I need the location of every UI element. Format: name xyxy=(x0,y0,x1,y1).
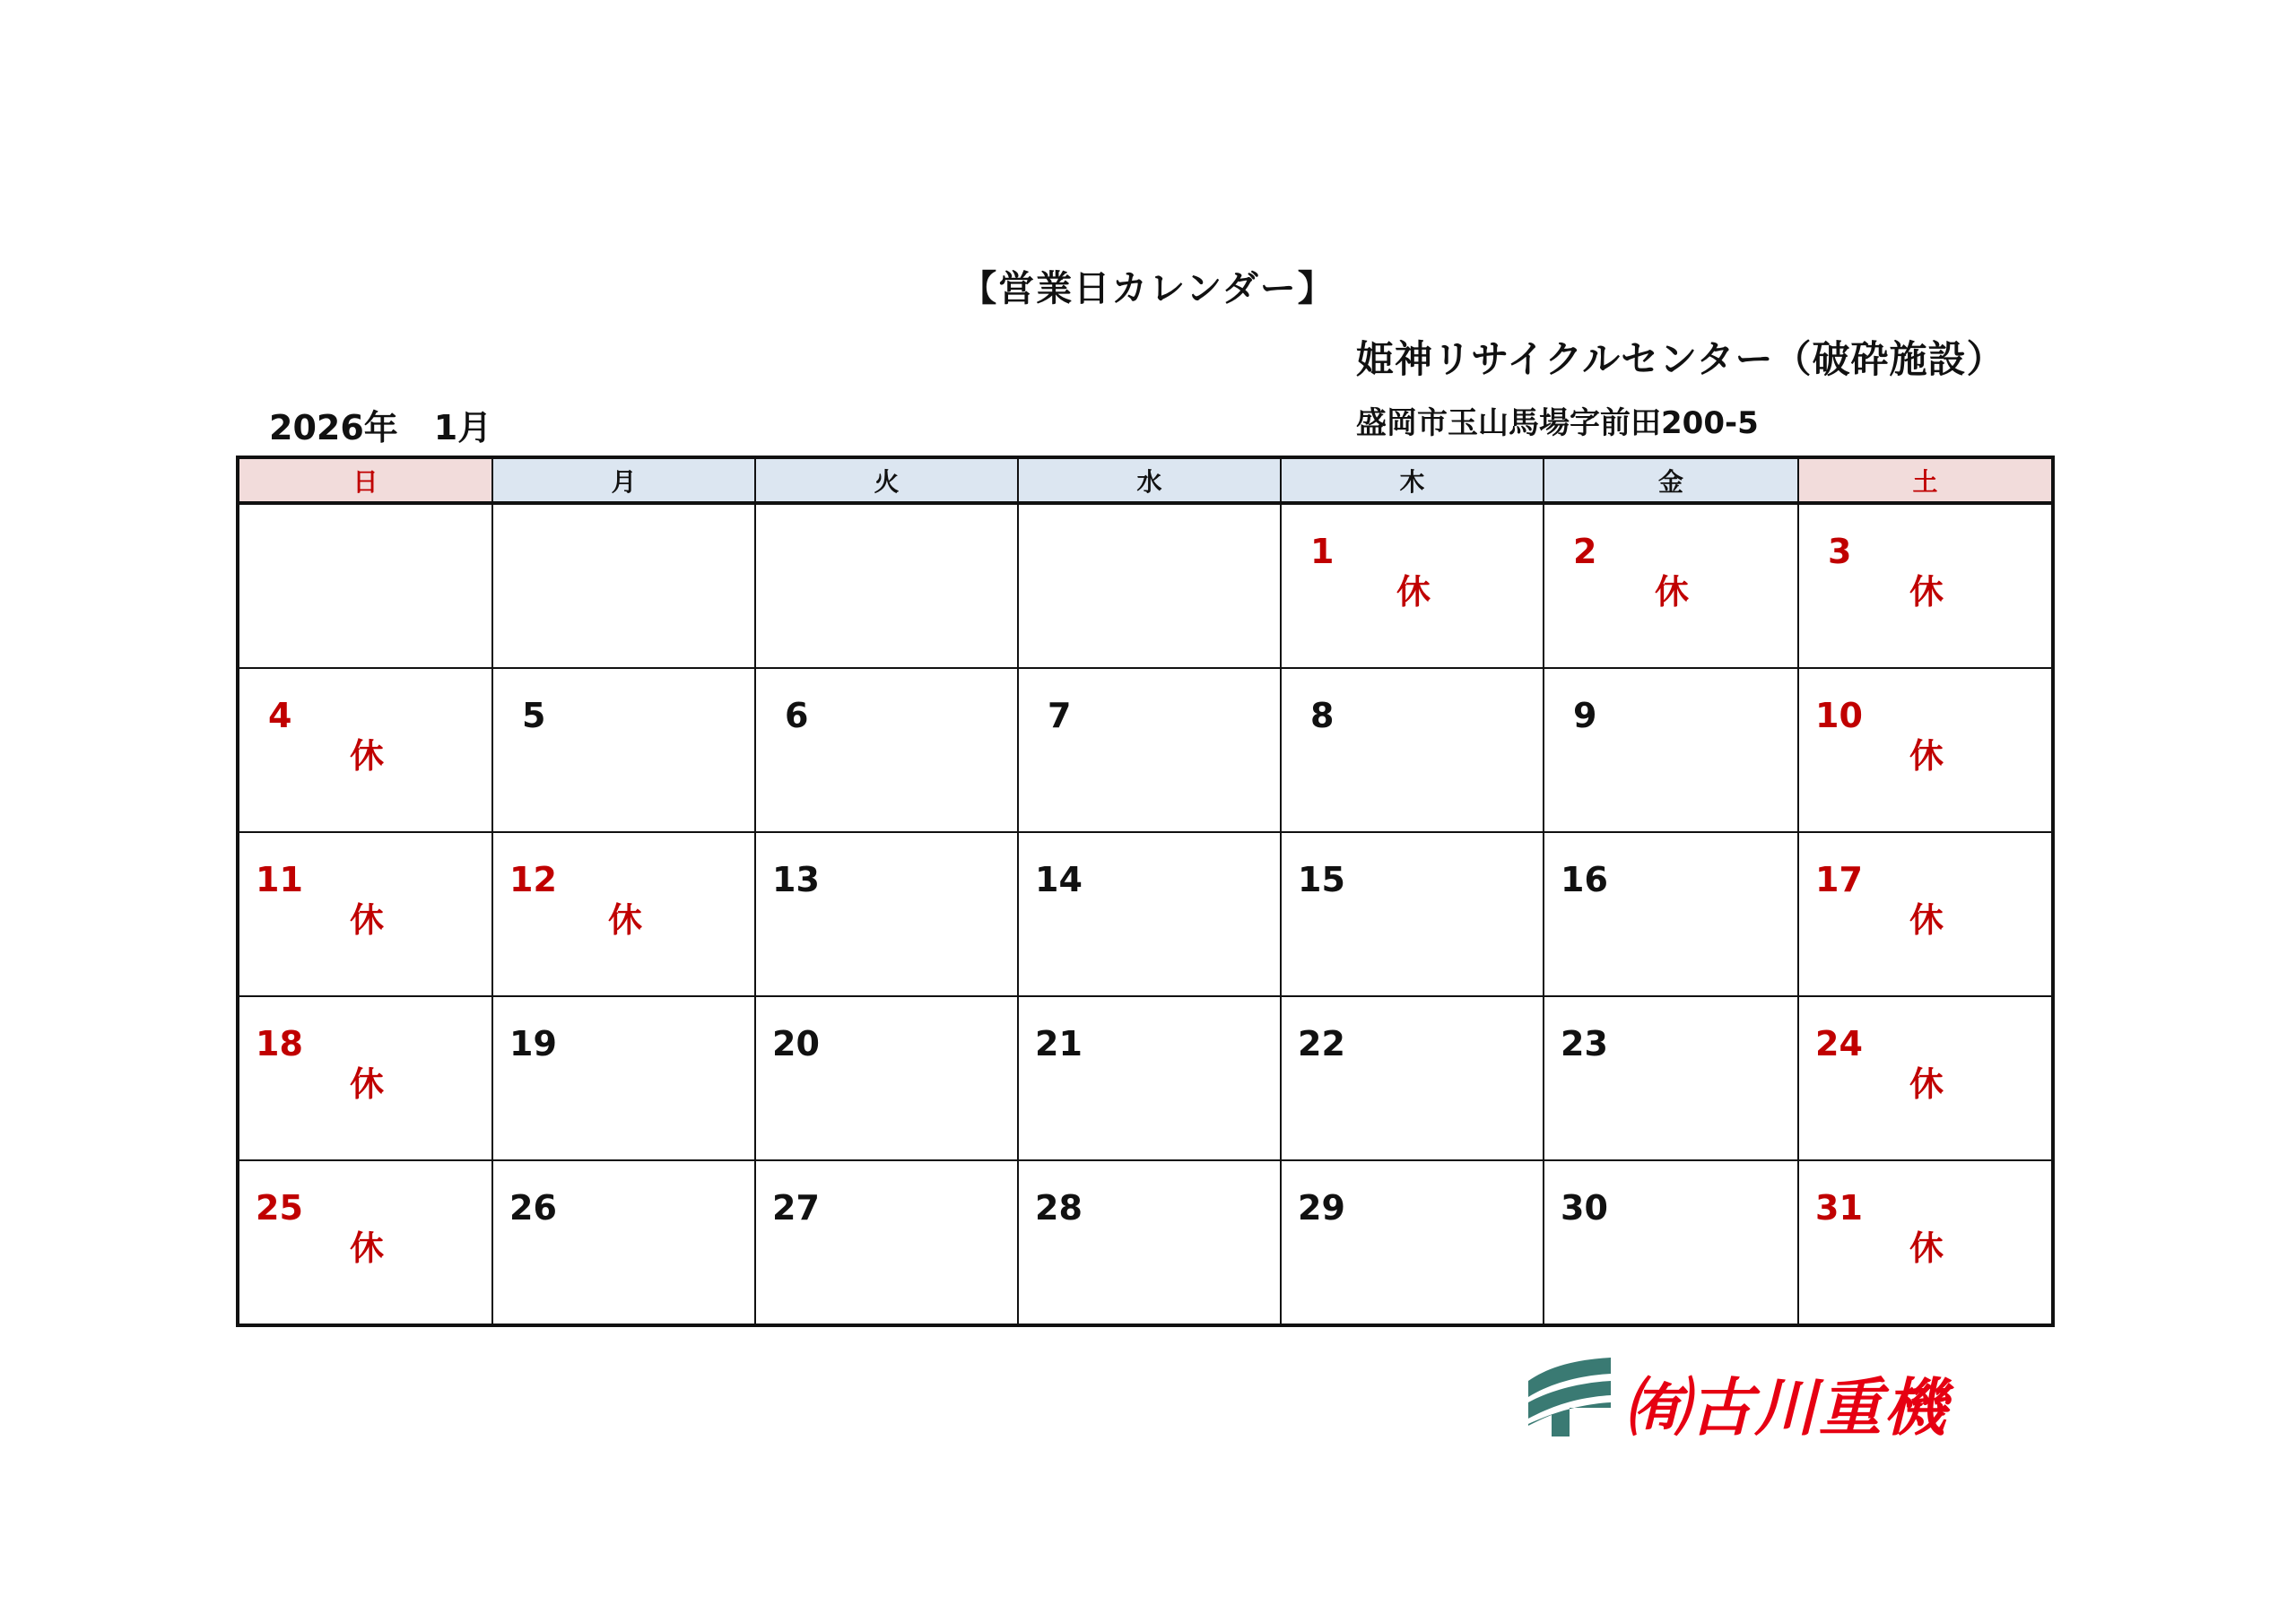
day-cell xyxy=(1798,832,2053,996)
day-number: 16 xyxy=(1561,860,1608,899)
day-cell xyxy=(238,996,492,1160)
year-month xyxy=(269,400,491,449)
day-cell xyxy=(1798,503,2053,668)
day-number: 1 xyxy=(1310,532,1335,571)
holiday-mark: 休 xyxy=(1909,1228,1944,1268)
holiday-mark: 休 xyxy=(608,900,643,940)
empty-day-cell xyxy=(492,503,755,668)
day-cell xyxy=(238,832,492,996)
day-number: 14 xyxy=(1035,860,1083,899)
week-row xyxy=(238,1160,2053,1325)
day-cell xyxy=(1798,668,2053,832)
day-cell xyxy=(1018,668,1281,832)
holiday-mark: 休 xyxy=(1655,572,1690,612)
day-cell xyxy=(238,1160,492,1325)
day-number: 30 xyxy=(1561,1188,1608,1228)
day-cell xyxy=(755,832,1018,996)
day-cell xyxy=(1544,668,1798,832)
day-number: 8 xyxy=(1310,696,1335,735)
weekday-header: 月 xyxy=(492,457,755,503)
day-cell xyxy=(1281,832,1544,996)
week-row xyxy=(238,996,2053,1160)
day-number: 27 xyxy=(772,1188,820,1228)
empty-day-cell xyxy=(238,503,492,668)
furukawa-logo-mark-icon xyxy=(1525,1354,1614,1440)
calendar-title: 【営業日カレンダー】 xyxy=(961,268,1335,309)
day-number: 23 xyxy=(1561,1024,1608,1063)
company-name: ㈲古川重機 xyxy=(1625,1371,1948,1445)
day-cell xyxy=(1281,668,1544,832)
day-cell xyxy=(1544,832,1798,996)
empty-day-cell xyxy=(1018,503,1281,668)
day-number: 22 xyxy=(1298,1024,1345,1063)
day-cell xyxy=(492,996,755,1160)
holiday-mark: 休 xyxy=(1909,1064,1944,1104)
day-cell xyxy=(492,668,755,832)
empty-day-cell xyxy=(755,503,1018,668)
day-number: 31 xyxy=(1815,1188,1863,1228)
weekday-header: 木 xyxy=(1281,457,1544,503)
day-cell xyxy=(1544,996,1798,1160)
holiday-mark: 休 xyxy=(1909,900,1944,940)
day-cell xyxy=(1018,1160,1281,1325)
week-row xyxy=(238,668,2053,832)
day-number: 13 xyxy=(772,860,820,899)
holiday-mark: 休 xyxy=(350,736,385,776)
day-number: 15 xyxy=(1298,860,1345,899)
calendar-table xyxy=(236,456,2055,1327)
day-cell xyxy=(1281,1160,1544,1325)
holiday-mark: 休 xyxy=(1909,572,1944,612)
holiday-mark: 休 xyxy=(1909,736,1944,776)
weekday-header: 日 xyxy=(238,457,492,503)
holiday-mark: 休 xyxy=(350,1064,385,1104)
day-number: 21 xyxy=(1035,1024,1083,1063)
day-number: 19 xyxy=(509,1024,557,1063)
month-label: 1月 xyxy=(433,408,492,447)
day-cell xyxy=(1544,1160,1798,1325)
day-number: 5 xyxy=(522,696,546,735)
day-cell xyxy=(492,832,755,996)
facility-address: 盛岡市玉山馬場字前田200-5 xyxy=(1356,405,1759,441)
day-number: 26 xyxy=(509,1188,557,1228)
day-cell xyxy=(492,1160,755,1325)
day-cell xyxy=(1544,503,1798,668)
day-number: 17 xyxy=(1815,860,1863,899)
holiday-mark: 休 xyxy=(350,1228,385,1268)
day-number: 9 xyxy=(1573,696,1597,735)
day-cell xyxy=(755,996,1018,1160)
day-cell xyxy=(1798,1160,2053,1325)
day-cell xyxy=(1018,832,1281,996)
day-number: 12 xyxy=(509,860,557,899)
week-row xyxy=(238,832,2053,996)
day-cell xyxy=(1281,996,1544,1160)
day-cell xyxy=(238,668,492,832)
weekday-header: 火 xyxy=(755,457,1018,503)
year-label: 2026年 xyxy=(269,408,398,447)
day-number: 7 xyxy=(1048,696,1072,735)
day-number: 10 xyxy=(1815,696,1863,735)
week-row xyxy=(238,503,2053,668)
holiday-mark: 休 xyxy=(350,900,385,940)
day-number: 24 xyxy=(1815,1024,1863,1063)
day-number: 28 xyxy=(1035,1188,1083,1228)
facility-name: 姫神リサイクルセンター（破砕施設） xyxy=(1356,337,2005,381)
day-number: 4 xyxy=(268,696,292,735)
day-number: 2 xyxy=(1573,532,1597,571)
day-number: 20 xyxy=(772,1024,820,1063)
day-number: 11 xyxy=(256,860,303,899)
day-cell xyxy=(1018,996,1281,1160)
weekday-header: 金 xyxy=(1544,457,1798,503)
company-logo xyxy=(1525,1354,1991,1444)
weekday-header: 水 xyxy=(1018,457,1281,503)
day-number: 25 xyxy=(256,1188,303,1228)
holiday-mark: 休 xyxy=(1396,572,1431,612)
day-number: 3 xyxy=(1828,532,1852,571)
weekday-header: 土 xyxy=(1798,457,2053,503)
weekday-header-row xyxy=(238,457,2053,503)
day-cell xyxy=(755,1160,1018,1325)
day-cell xyxy=(1281,503,1544,668)
day-number: 29 xyxy=(1298,1188,1345,1228)
day-number: 18 xyxy=(256,1024,303,1063)
day-cell xyxy=(755,668,1018,832)
day-number: 6 xyxy=(785,696,809,735)
day-cell xyxy=(1798,996,2053,1160)
